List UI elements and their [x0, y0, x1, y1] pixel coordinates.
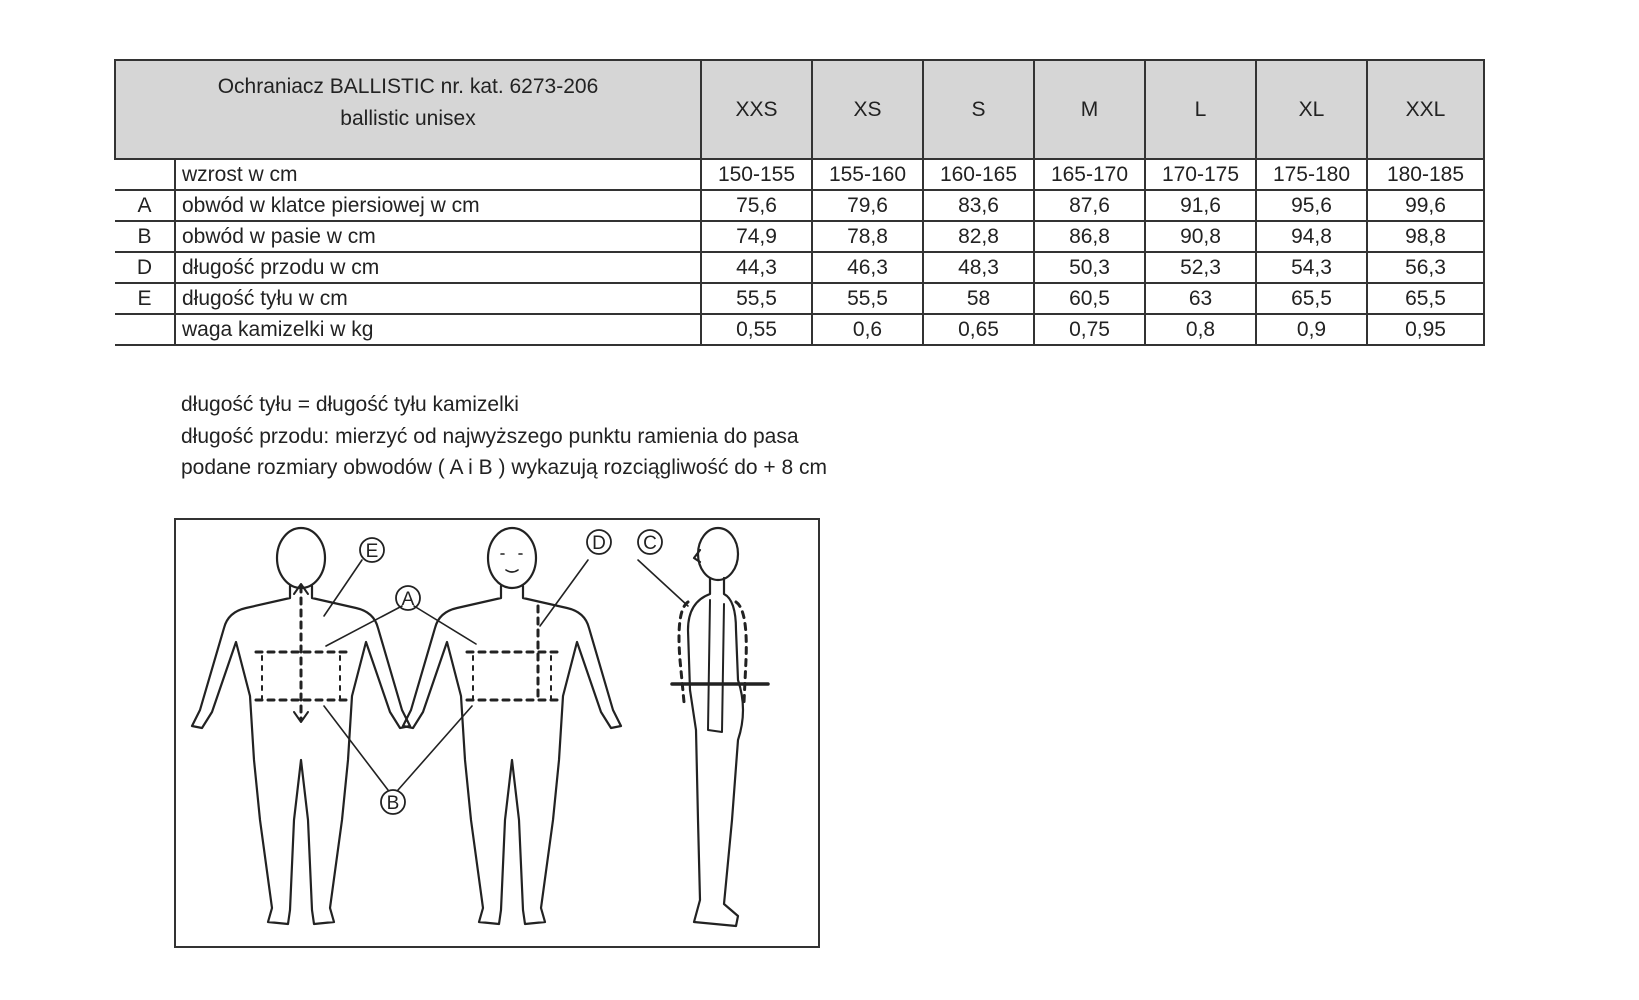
note-back-length: długość tyłu = długość tyłu kamizelki — [181, 393, 519, 416]
table-row — [115, 283, 1484, 314]
table-cell: 52,3 — [1145, 252, 1256, 283]
row-label: waga kamizelki w kg — [175, 314, 701, 345]
label-b: B — [386, 793, 400, 814]
table-cell: 170-175 — [1145, 159, 1256, 190]
row-code: E — [115, 283, 175, 314]
note-front-length: długość przodu: mierzyć od najwyższego punktu ramienia do pasa — [181, 424, 799, 448]
table-cell: 0,65 — [923, 314, 1034, 345]
table-title-line2: ballistic unisex — [340, 107, 476, 130]
table-cell: 78,8 — [812, 221, 923, 252]
size-header-m: M — [1034, 60, 1145, 159]
table-cell: 74,9 — [701, 221, 812, 252]
side-view-figure — [672, 528, 768, 926]
table-cell: 0,6 — [812, 314, 923, 345]
row-code: B — [115, 221, 175, 252]
table-cell: 99,6 — [1367, 190, 1484, 221]
row-label: obwód w klatce piersiowej w cm — [175, 190, 701, 221]
size-header-xs: XS — [812, 60, 923, 159]
label-a: A — [401, 589, 415, 610]
row-label: długość przodu w cm — [175, 252, 701, 283]
table-cell: 0,55 — [701, 314, 812, 345]
size-header-xxl: XXL — [1367, 60, 1484, 159]
table-cell: 60,5 — [1034, 283, 1145, 314]
table-cell: 86,8 — [1034, 221, 1145, 252]
table-cell: 165-170 — [1034, 159, 1145, 190]
size-header-xxs: XXS — [701, 60, 812, 159]
size-header-l: L — [1145, 60, 1256, 159]
table-cell: 55,5 — [701, 283, 812, 314]
table-title-line1: Ochraniacz BALLISTIC nr. kat. 6273-206 — [217, 75, 599, 98]
back-view-figure — [192, 528, 410, 924]
table-row — [115, 190, 1484, 221]
table-cell: 0,75 — [1034, 314, 1145, 345]
table-cell: 95,6 — [1256, 190, 1367, 221]
label-c: C — [643, 533, 657, 554]
table-title — [115, 60, 701, 159]
table-cell: 55,5 — [812, 283, 923, 314]
row-label: wzrost w cm — [175, 159, 701, 190]
table-cell: 155-160 — [812, 159, 923, 190]
table-cell: 48,3 — [923, 252, 1034, 283]
label-d: D — [592, 533, 606, 554]
front-view-figure — [403, 528, 621, 924]
table-cell: 0,8 — [1145, 314, 1256, 345]
callout-lines — [324, 560, 688, 790]
table-cell: 0,9 — [1256, 314, 1367, 345]
table-row — [115, 252, 1484, 283]
label-e-marker — [360, 538, 384, 562]
table-cell: 94,8 — [1256, 221, 1367, 252]
row-code: D — [115, 252, 175, 283]
table-cell: 63 — [1145, 283, 1256, 314]
table-cell: 50,3 — [1034, 252, 1145, 283]
table-cell: 65,5 — [1367, 283, 1484, 314]
table-cell: 79,6 — [812, 190, 923, 221]
label-a-marker — [396, 586, 420, 610]
table-cell: 46,3 — [812, 252, 923, 283]
table-cell: 175-180 — [1256, 159, 1367, 190]
table-cell: 56,3 — [1367, 252, 1484, 283]
table-cell: 90,8 — [1145, 221, 1256, 252]
row-code: A — [115, 190, 175, 221]
notes — [181, 389, 827, 484]
measurement-diagram — [174, 518, 820, 948]
row-label: obwód w pasie w cm — [175, 221, 701, 252]
table-cell: 65,5 — [1256, 283, 1367, 314]
table-cell: 82,8 — [923, 221, 1034, 252]
body-figures-illustration — [176, 520, 818, 946]
table-row — [115, 314, 1484, 345]
table-cell: 160-165 — [923, 159, 1034, 190]
size-table — [114, 59, 1485, 346]
row-code — [115, 159, 175, 190]
size-header-s: S — [923, 60, 1034, 159]
row-code — [115, 314, 175, 345]
size-header-xl: XL — [1256, 60, 1367, 159]
table-cell: 75,6 — [701, 190, 812, 221]
table-cell: 180-185 — [1367, 159, 1484, 190]
label-e: E — [365, 541, 379, 562]
table-cell: 44,3 — [701, 252, 812, 283]
table-cell: 91,6 — [1145, 190, 1256, 221]
table-cell: 54,3 — [1256, 252, 1367, 283]
label-c-marker — [638, 530, 662, 554]
header-row — [115, 60, 1484, 159]
table-cell: 83,6 — [923, 190, 1034, 221]
label-b-marker — [381, 790, 405, 814]
label-d-marker — [587, 530, 611, 554]
table-cell: 87,6 — [1034, 190, 1145, 221]
table-cell: 0,95 — [1367, 314, 1484, 345]
table-cell: 150-155 — [701, 159, 812, 190]
table-row — [115, 159, 1484, 190]
table-cell: 58 — [923, 283, 1034, 314]
table-row — [115, 221, 1484, 252]
row-label: długość tyłu w cm — [175, 283, 701, 314]
note-stretch: podane rozmiary obwodów ( A i B ) wykazują rozciągliwość do + 8 cm — [181, 456, 828, 479]
table-cell: 98,8 — [1367, 221, 1484, 252]
